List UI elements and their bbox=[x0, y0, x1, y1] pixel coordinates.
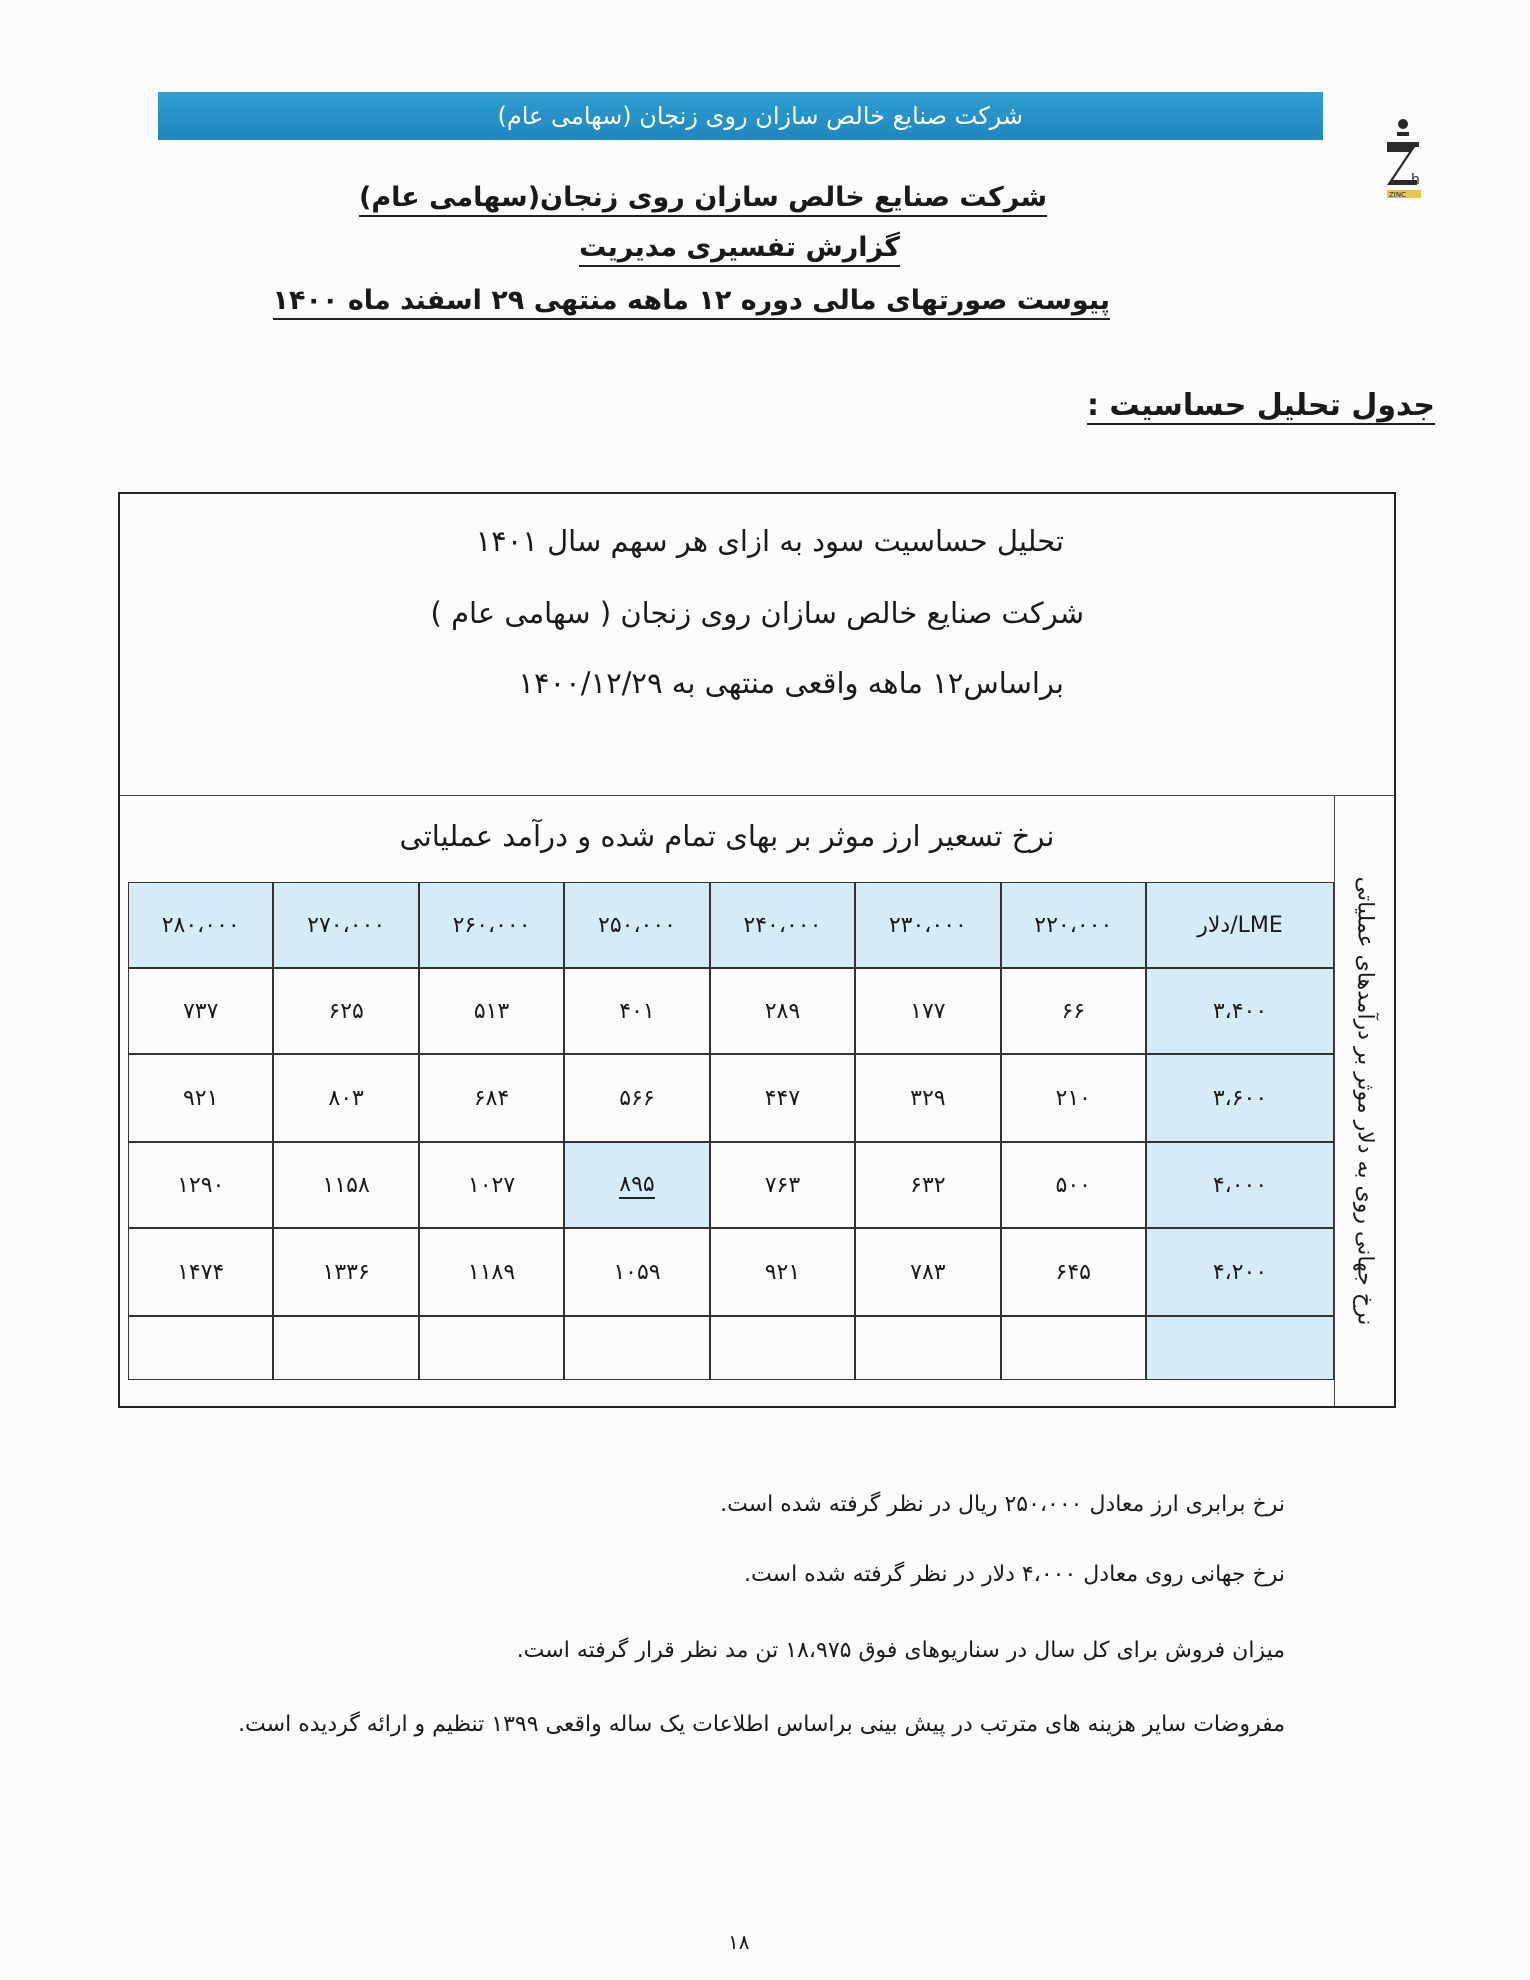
report-heading: گزارش تفسیری مدیریت bbox=[579, 232, 900, 263]
column-group-label: نرخ تسعیر ارز موثر بر بهای تمام شده و درآمد عملیاتی bbox=[399, 819, 1055, 853]
table-cell-text: ۴۴۷ bbox=[764, 1085, 801, 1111]
table-cell bbox=[1001, 1142, 1146, 1228]
table-cell bbox=[419, 968, 564, 1054]
table-cell bbox=[273, 1142, 418, 1228]
table-cell bbox=[855, 1142, 1000, 1228]
column-header bbox=[564, 882, 709, 968]
note-sales-volume: میزان فروش برای کل سال در سناریوهای فوق ۱۸،۹۷۵ تن مد نظر قرار گرفته است. bbox=[516, 1638, 1285, 1663]
svg-text:h: h bbox=[1411, 172, 1420, 188]
table-cell-text: ۲۸۹ bbox=[764, 998, 801, 1024]
table-cell-text: ۷۸۳ bbox=[910, 1259, 946, 1285]
table-cell-text: ۳۲۹ bbox=[910, 1085, 946, 1111]
table-cell-text: ۶۶ bbox=[1061, 998, 1086, 1024]
zinc-logo-icon bbox=[1383, 118, 1423, 210]
page-number: ۱۸ bbox=[728, 1930, 750, 1954]
table-cell-text: ۱۱۸۹ bbox=[467, 1259, 516, 1285]
table-cell bbox=[419, 1054, 564, 1142]
column-header-text: ۲۲۰،۰۰۰ bbox=[1034, 912, 1113, 938]
table-cell-text: ۵۶۶ bbox=[619, 1085, 655, 1111]
highlighted-cell bbox=[564, 1142, 709, 1228]
column-header-text: ۲۵۰،۰۰۰ bbox=[598, 912, 676, 938]
row-label bbox=[1146, 1228, 1334, 1316]
period-heading: پیوست صورتهای مالی دوره ۱۲ ماهه منتهی ۲۹ اسفند ماه ۱۴۰۰ bbox=[273, 285, 1110, 316]
column-header bbox=[128, 882, 273, 968]
table-cell-text: ۷۳۷ bbox=[182, 998, 219, 1024]
table-cell-text: ۱۲۹۰ bbox=[177, 1172, 225, 1198]
table-cell-text: ۹۲۱ bbox=[764, 1259, 801, 1285]
row-group-label-cell bbox=[1334, 796, 1394, 1406]
table-cell bbox=[855, 1316, 1000, 1380]
column-header bbox=[1001, 882, 1146, 968]
table-cell-text: ۱۴۷۴ bbox=[177, 1259, 225, 1285]
table-cell bbox=[710, 1228, 855, 1316]
table-cell-text: ۴۰۱ bbox=[619, 998, 655, 1024]
table-cell bbox=[419, 1142, 564, 1228]
table-cell bbox=[855, 1054, 1000, 1142]
row-group-label: نرخ جهانی روی به دلار موثر بر درآمدهای عملیاتی bbox=[1352, 876, 1378, 1326]
note-other-costs: مفروضات سایر هزینه های مترتب در پیش بینی براساس اطلاعات یک ساله واقعی ۱۳۹۹ تنظیم و ارائه گردیده است. bbox=[238, 1712, 1285, 1737]
table-cell-text: ۱۱۵۸ bbox=[322, 1172, 370, 1198]
table-cell bbox=[710, 968, 855, 1054]
column-header-text: ۲۳۰،۰۰۰ bbox=[888, 912, 967, 938]
table-cell bbox=[273, 1316, 418, 1380]
column-header bbox=[855, 882, 1000, 968]
table-cell bbox=[1001, 1316, 1146, 1380]
sensitivity-table-frame bbox=[118, 492, 1396, 1408]
header-band: شرکت صنایع خالص سازان روی زنجان (سهامی عام) bbox=[158, 92, 1323, 140]
note-exchange-rate: نرخ برابری ارز معادل ۲۵۰،۰۰۰ ریال در نظر گرفته شده است. bbox=[720, 1492, 1285, 1517]
table-cell bbox=[273, 968, 418, 1054]
header-corner bbox=[1146, 882, 1334, 968]
column-header bbox=[710, 882, 855, 968]
row-label bbox=[1146, 968, 1334, 1054]
row-label bbox=[1146, 1316, 1334, 1380]
table-basis: براساس۱۲ ماهه واقعی منتهی به ۱۴۰۰/۱۲/۲۹ bbox=[518, 666, 1064, 700]
column-header-text: ۲۷۰،۰۰۰ bbox=[307, 912, 386, 938]
column-header bbox=[273, 882, 418, 968]
table-cell-text: ۸۰۳ bbox=[328, 1085, 364, 1111]
table-cell bbox=[564, 968, 709, 1054]
table-cell-text: ۵۱۳ bbox=[473, 998, 510, 1024]
column-header-text: ۲۸۰،۰۰۰ bbox=[161, 912, 240, 938]
table-cell bbox=[710, 1054, 855, 1142]
table-cell-text: ۹۲۱ bbox=[182, 1085, 219, 1111]
row-label-text: ۴،۲۰۰ bbox=[1212, 1259, 1268, 1285]
section-title: جدول تحلیل حساسیت : bbox=[1086, 388, 1435, 423]
table-cell-text: ۶۲۵ bbox=[328, 998, 364, 1024]
row-label bbox=[1146, 1142, 1334, 1228]
table-cell bbox=[273, 1228, 418, 1316]
table-cell bbox=[128, 1228, 273, 1316]
column-header bbox=[419, 882, 564, 968]
table-title: تحلیل حساسیت سود به ازای هر سهم سال ۱۴۰۱ bbox=[475, 524, 1064, 558]
table-cell bbox=[855, 968, 1000, 1054]
table-cell-text: ۶۳۲ bbox=[910, 1172, 946, 1198]
table-cell bbox=[564, 1316, 709, 1380]
table-cell bbox=[128, 968, 273, 1054]
table-cell bbox=[855, 1228, 1000, 1316]
row-label-text: ۴،۰۰۰ bbox=[1212, 1172, 1268, 1198]
table-cell-text: ۵۰۰ bbox=[1055, 1172, 1091, 1198]
table-cell bbox=[128, 1142, 273, 1228]
table-title-area bbox=[120, 494, 1394, 796]
row-label-text: ۳،۴۰۰ bbox=[1212, 998, 1268, 1024]
table-cell bbox=[419, 1316, 564, 1380]
table-cell-text: ۷۶۳ bbox=[764, 1172, 801, 1198]
table-cell-text: ۱۷۷ bbox=[910, 998, 946, 1024]
sensitivity-grid bbox=[128, 882, 1334, 1397]
table-cell bbox=[564, 1054, 709, 1142]
table-cell bbox=[564, 1228, 709, 1316]
table-cell-text: ۱۰۵۹ bbox=[613, 1259, 661, 1285]
table-cell-text: ۱۰۲۷ bbox=[467, 1172, 516, 1198]
column-header-text: ۲۴۰،۰۰۰ bbox=[743, 912, 822, 938]
row-label bbox=[1146, 1054, 1334, 1142]
table-cell-text: ۱۳۳۶ bbox=[322, 1259, 370, 1285]
table-cell-text: ۶۸۴ bbox=[473, 1085, 510, 1111]
company-heading: شرکت صنایع خالص سازان روی زنجان(سهامی عام) bbox=[359, 182, 1047, 213]
note-zinc-price: نرخ جهانی روی معادل ۴،۰۰۰ دلار در نظر گرفته شده است. bbox=[744, 1562, 1285, 1587]
table-cell bbox=[710, 1316, 855, 1380]
svg-text:ZINC: ZINC bbox=[1389, 191, 1406, 199]
table-cell bbox=[273, 1054, 418, 1142]
header-corner-text: LME/دلار bbox=[1197, 912, 1283, 938]
column-header-text: ۲۶۰،۰۰۰ bbox=[452, 912, 531, 938]
table-company: شرکت صنایع خالص سازان روی زنجان ( سهامی عام ) bbox=[430, 596, 1084, 630]
table-cell-text: ۶۴۵ bbox=[1055, 1259, 1091, 1285]
table-cell bbox=[710, 1142, 855, 1228]
table-cell bbox=[1001, 968, 1146, 1054]
row-label-text: ۳،۶۰۰ bbox=[1212, 1085, 1268, 1111]
highlighted-cell-text: ۸۹۵ bbox=[619, 1171, 655, 1197]
table-cell bbox=[1001, 1228, 1146, 1316]
table-cell bbox=[128, 1316, 273, 1380]
table-cell bbox=[128, 1054, 273, 1142]
table-cell bbox=[1001, 1054, 1146, 1142]
table-cell bbox=[419, 1228, 564, 1316]
table-cell-text: ۲۱۰ bbox=[1055, 1085, 1091, 1111]
